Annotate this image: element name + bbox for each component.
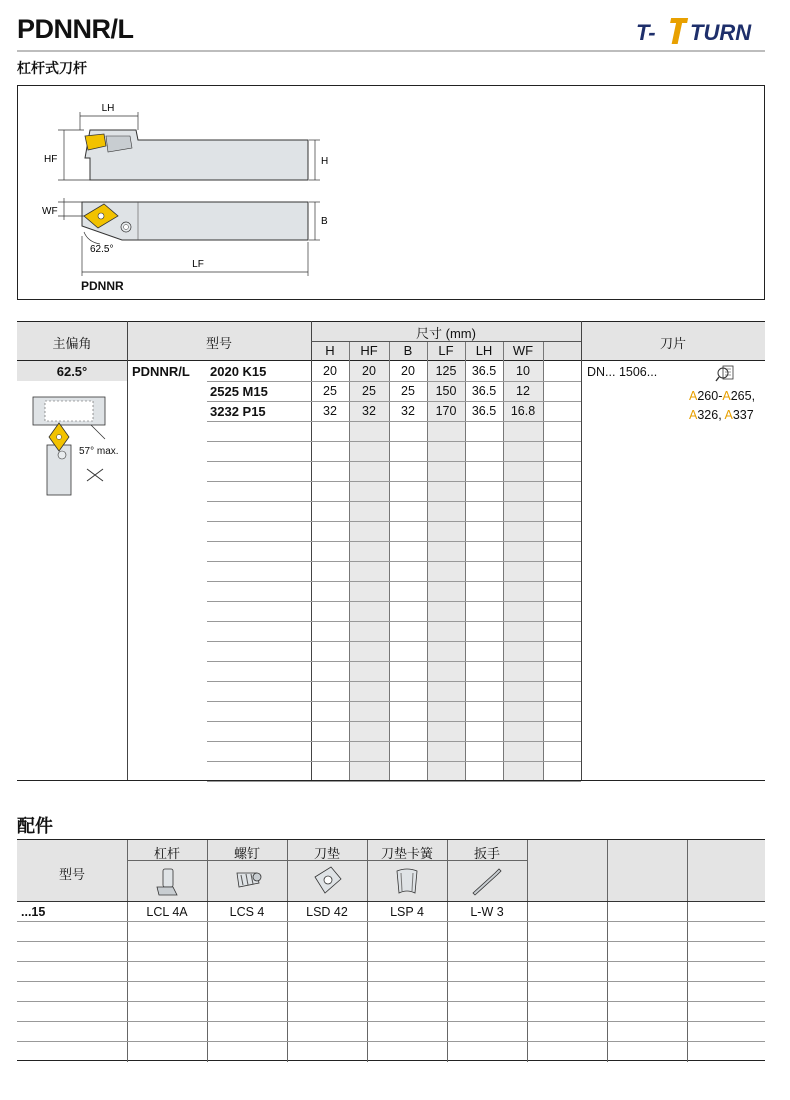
dim-b-label: B — [321, 216, 328, 227]
dim-value-wf: 10 — [516, 364, 530, 378]
dim-value-lh: 36.5 — [471, 364, 497, 378]
tool-drawing — [17, 85, 765, 300]
screw-icon — [229, 863, 265, 899]
acc-header-5: 扳手 — [473, 846, 500, 861]
row-divider — [207, 601, 581, 602]
acc-row-divider — [17, 981, 765, 982]
dim-value-b: 20 — [401, 364, 415, 378]
dim-value-b: 25 — [401, 384, 415, 398]
dim-value-wf: 16.8 — [510, 404, 536, 418]
accessories-table — [17, 839, 765, 1061]
holder-top-view — [42, 198, 328, 276]
column-divider — [581, 321, 582, 781]
column-divider — [127, 321, 128, 781]
header-insert: 刀片 — [659, 336, 686, 351]
acc-header-model: 型号 — [58, 867, 85, 882]
row-divider — [207, 441, 581, 442]
dim-value-h: 32 — [323, 404, 337, 418]
acc-column-divider — [287, 840, 288, 1062]
dim-header-wf: WF — [512, 343, 534, 358]
acc-row-divider — [17, 961, 765, 962]
row-divider — [207, 521, 581, 522]
acc-row-divider — [17, 941, 765, 942]
header-divider — [17, 50, 765, 52]
dim-lh-label: LH — [101, 103, 115, 114]
acc-value-3: LSD 42 — [306, 905, 348, 919]
dim-header-lh: LH — [475, 343, 493, 358]
lever-icon — [149, 863, 185, 899]
dim-value-lh: 36.5 — [471, 404, 497, 418]
shaded-column — [427, 361, 465, 781]
drawing-caption: PDNNR — [81, 279, 124, 293]
series-name: PDNNR/L — [132, 364, 190, 379]
row-divider — [207, 541, 581, 542]
dim-value-b: 32 — [401, 404, 415, 418]
shaded-column — [349, 361, 389, 781]
acc-header-2: 螺钉 — [233, 846, 260, 861]
acc-row-model: ...15 — [21, 905, 46, 919]
dim-angle-label: 62.5° — [90, 244, 114, 255]
insert-page-ref-1: A260-A265, — [689, 389, 756, 403]
model-code: 2525 M15 — [210, 384, 268, 399]
row-divider — [207, 581, 581, 582]
accessories-title: 配件 — [17, 816, 53, 836]
magnifier-icon — [715, 365, 735, 383]
acc-column-divider — [207, 840, 208, 1062]
dim-value-hf: 20 — [362, 364, 376, 378]
header-angle: 主偏角 — [52, 336, 92, 351]
acc-header-3: 刀垫 — [313, 846, 340, 861]
dim-lf-label: LF — [192, 259, 204, 270]
acc-row-divider — [17, 1041, 765, 1042]
acc-value-4: LSP 4 — [390, 905, 424, 919]
acc-row-divider — [17, 1001, 765, 1002]
dim-header-lf: LF — [438, 343, 454, 358]
shim-spring-icon — [389, 863, 425, 899]
acc-column-divider — [127, 840, 128, 1062]
header-dimensions: 尺寸 (mm) — [416, 326, 476, 341]
brand-name: TURN — [690, 20, 752, 45]
page-subtitle: 杠杆式刀杆 — [17, 60, 87, 76]
dim-header-hf: HF — [360, 343, 378, 358]
acc-header-4: 刀垫卡簧 — [380, 846, 433, 861]
angle-value: 62.5° — [56, 364, 88, 379]
acc-row-divider — [17, 921, 765, 922]
row-divider — [207, 721, 581, 722]
table-bottom-border — [17, 780, 765, 781]
dim-hf-label: HF — [44, 154, 58, 165]
brand-logo — [632, 14, 772, 48]
row-divider — [207, 561, 581, 562]
row-divider — [207, 481, 581, 482]
holder-side-view — [44, 103, 328, 180]
acc-column-divider — [527, 840, 528, 1062]
dim-header-h: H — [325, 343, 335, 358]
row-divider — [207, 461, 581, 462]
wrench-icon — [469, 863, 505, 899]
row-divider — [207, 381, 581, 382]
acc-column-divider — [447, 840, 448, 1062]
row-divider — [207, 641, 581, 642]
dim-value-lf: 170 — [435, 404, 457, 418]
shaded-column — [503, 361, 543, 781]
row-divider — [207, 761, 581, 762]
dim-value-lf: 150 — [435, 384, 457, 398]
row-divider — [207, 741, 581, 742]
acc-column-divider — [687, 840, 688, 1062]
row-divider — [207, 401, 581, 402]
dim-value-lf: 125 — [435, 364, 457, 378]
header-model: 型号 — [205, 336, 232, 351]
acc-value-5: L-W 3 — [470, 905, 504, 919]
model-code: 3232 P15 — [210, 404, 266, 419]
page-title: PDNNR/L — [17, 14, 134, 44]
acc-value-1: LCL 4A — [146, 905, 188, 919]
dim-h-label: H — [321, 156, 329, 167]
acc-column-divider — [367, 840, 368, 1062]
dim-header-b: B — [403, 343, 413, 358]
dim-wf-label: WF — [42, 206, 58, 217]
max-angle-label: 57° max. — [79, 446, 119, 457]
row-divider — [207, 501, 581, 502]
row-divider — [207, 681, 581, 682]
dim-value-h: 25 — [323, 384, 337, 398]
row-divider — [207, 621, 581, 622]
dim-value-h: 20 — [323, 364, 337, 378]
acc-value-2: LCS 4 — [229, 905, 265, 919]
row-divider — [207, 421, 581, 422]
dimension-table — [17, 321, 765, 781]
row-divider — [207, 661, 581, 662]
acc-row-divider — [17, 901, 765, 902]
row-divider — [207, 701, 581, 702]
insert-page-ref-2: A326, A337 — [689, 408, 754, 422]
dim-value-hf: 32 — [362, 404, 376, 418]
shim-icon — [309, 863, 345, 899]
dim-value-hf: 25 — [362, 384, 376, 398]
dim-value-wf: 12 — [516, 384, 530, 398]
brand-prefix: T- — [636, 20, 656, 45]
insert-code: DN... 1506... — [587, 365, 658, 379]
acc-row-divider — [17, 1021, 765, 1022]
acc-column-divider — [607, 840, 608, 1062]
acc-header-1: 杠杆 — [153, 846, 180, 861]
dim-value-lh: 36.5 — [471, 384, 497, 398]
model-code: 2020 K15 — [210, 364, 267, 379]
row-divider — [207, 781, 581, 782]
